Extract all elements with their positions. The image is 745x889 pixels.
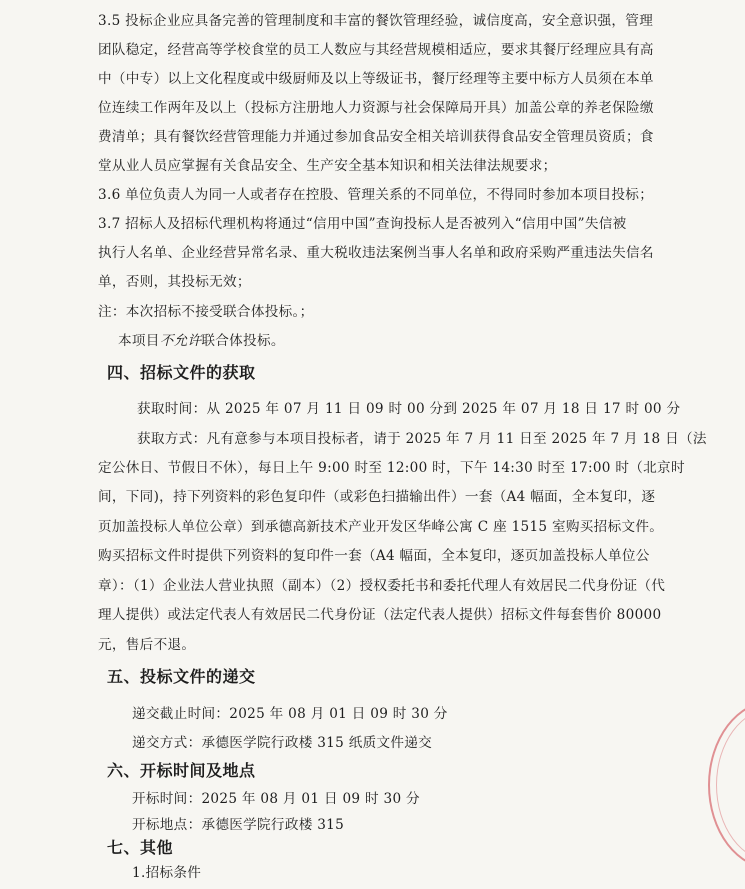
text-line: 3.6 单位负责人为同一人或者存在控股、管理关系的不同单位，不得同时参加本项目投标； (98, 187, 654, 203)
text-line: 开标时间：2025 年 08 月 01 日 09 时 30 分 (132, 791, 420, 807)
text-line: 递交方式：承德医学院行政楼 315 纸质文件递交 (132, 735, 433, 751)
text-line: 3.5 投标企业应具备完善的管理制度和丰富的餐饮管理经验，诚信度高，安全意识强，管理 (98, 13, 654, 29)
text-line: 3.7 招标人及招标代理机构将通过“信用中国”查询投标人是否被列入“信用中国”失信被 (98, 216, 627, 232)
text-line: 开标地点：承德医学院行政楼 315 (132, 817, 345, 833)
text-line: 团队稳定，经营高等学校食堂的员工人数应与其经营规模相适应，要求其餐厅经理应具有高 (98, 42, 654, 58)
text-line: 位连续工作两年及以上（投标方注册地人力资源与社会保障局开具）加盖公章的养老保险缴 (98, 100, 654, 116)
section-heading-6: 六、开标时间及地点 (107, 761, 256, 780)
text-line: 理人提供）或法定代表人有效居民二代身份证（法定代表人提供）招标文件每套售价 80000 (98, 607, 662, 623)
text-line: 中（中专）以上文化程度或中级厨师及以上等级证书，餐厅经理等主要中标方人员须在本单 (98, 71, 654, 87)
text-line: 费清单；具有餐饮经营管理能力并通过参加食品安全相关培训获得食品安全管理员资质；食 (98, 129, 654, 145)
note-suffix: 联合体投标。 (201, 333, 285, 349)
section-heading-5: 五、投标文件的递交 (107, 667, 256, 686)
text-line: 获取方式：凡有意参与本项目投标者，请于 2025 年 7 月 11 日至 2025 年 7 月 18 日（法 (137, 431, 707, 447)
text-line: 章）：（1）企业法人营业执照（副本）（2）授权委托书和委托代理人有效居民二代身份证（代 (98, 578, 666, 594)
text-line: 递交截止时间：2025 年 08 月 01 日 09 时 30 分 (132, 706, 448, 722)
text-line: 定公休日、节假日不休），每日上午 9:00 时至 12:00 时，下午 14:30 时至 17:00 时（北京时 (98, 460, 685, 476)
text-line: 获取时间：从 2025 年 07 月 11 日 09 时 00 分到 2025 年 07 月 18 日 17 时 00 分 (137, 401, 681, 417)
seal-inner-ring (716, 708, 745, 862)
text-line: 购买招标文件时提供下列资料的复印件一套（A4 幅面，全本复印，逐页加盖投标人单位公 (98, 548, 650, 564)
text-line: 堂从业人员应掌握有关食品安全、生产安全基本知识和相关法律法规要求； (98, 158, 557, 174)
note-line-consortium (118, 332, 285, 350)
text-line: 间，下同)，持下列资料的彩色复印件（或彩色扫描输出件）一套（A4 幅面，全本复印，逐 (98, 489, 656, 505)
note-prefix: 本项目 (118, 333, 160, 349)
text-line: 单，否则，其投标无效； (98, 274, 251, 290)
note-emphasis: 不允许 (159, 333, 202, 349)
note-line: 注：本次招标不接受联合体投标。； (98, 304, 314, 320)
official-seal-stamp (708, 700, 745, 870)
section-heading-4: 四、招标文件的获取 (107, 363, 256, 382)
text-line: 1.招标条件 (132, 865, 202, 881)
text-line: 执行人名单、企业经营异常名录、重大税收违法案例当事人名单和政府采购严重违法失信名 (98, 245, 654, 261)
text-line: 元，售后不退。 (98, 637, 196, 653)
section-heading-7: 七、其他 (107, 838, 174, 857)
text-line: 页加盖投标人单位公章）到承德高新技术产业开发区华峰公寓 C 座 1515 室购买招标文件。 (98, 519, 664, 535)
